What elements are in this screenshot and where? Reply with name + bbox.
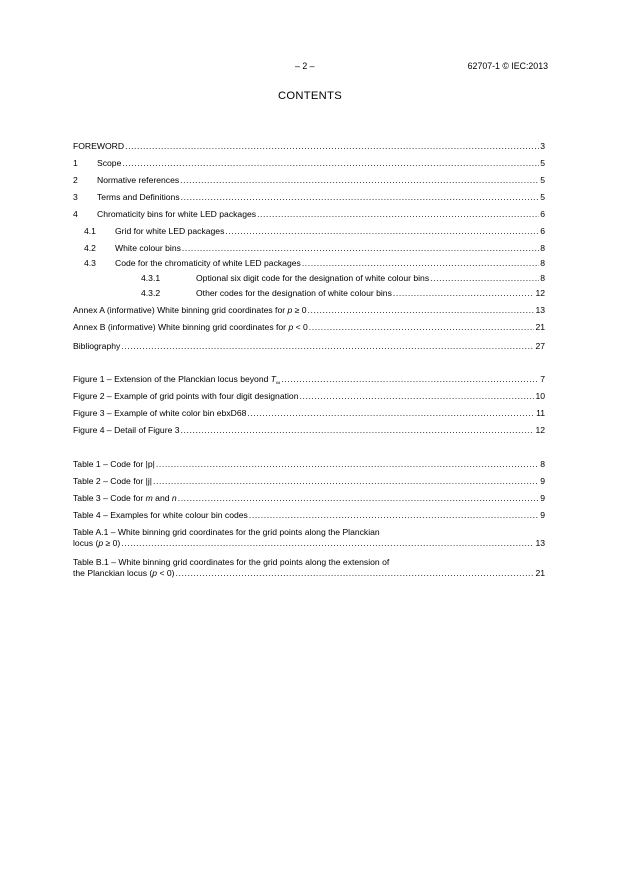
page-header — [0, 61, 620, 73]
table-entry-3[interactable]: Table 3 – Code for m and n ..... 9 — [73, 493, 545, 504]
contents-title: CONTENTS — [278, 90, 342, 102]
toc-entry-chromaticity-bins[interactable]: 4 Chromaticity bins for white LED packages ..... 6 — [73, 209, 545, 220]
table-entry-2[interactable]: Table 2 – Code for |j| ..... 9 — [73, 476, 545, 487]
toc-entry-normative-references[interactable]: 2 Normative references ..... 5 — [73, 175, 545, 186]
toc-entry-white-colour-bins[interactable]: 4.2 White colour bins ..... 8 — [73, 243, 545, 254]
document-identifier: 62707-1 © IEC:2013 — [467, 61, 548, 71]
table-entry-b1[interactable]: Table B.1 – White binning grid coordinates for the grid points along the extension of the Planckian locus (p < 0) ..... 21 — [73, 557, 545, 579]
toc-entry-annex-a[interactable]: Annex A (informative) White binning grid coordinates for p ≥ 0 ..... 13 — [73, 305, 545, 316]
table-entry-a1[interactable]: Table A.1 – White binning grid coordinates for the grid points along the Planckian locus (p ≥ 0) ..... 13 — [73, 527, 545, 549]
toc-entry-other-codes[interactable]: 4.3.2 Other codes for the designation of white colour bins ..... 12 — [73, 288, 545, 299]
toc-entry-terms-definitions[interactable]: 3 Terms and Definitions ..... 5 — [73, 192, 545, 203]
toc-entry-bibliography[interactable]: Bibliography ..... 27 — [73, 341, 545, 352]
toc-entry-six-digit-code[interactable]: 4.3.1 Optional six digit code for the designation of white colour bins ..... 8 — [73, 273, 545, 284]
toc-entry-foreword[interactable]: FOREWORD ..... 3 — [73, 141, 545, 152]
figure-entry-1[interactable]: Figure 1 – Extension of the Planckian locus beyond $T_\infty$ ..... 7 — [73, 374, 545, 385]
toc-entry-scope[interactable]: 1 Scope ..... 5 — [73, 158, 545, 169]
figure-entry-4[interactable]: Figure 4 – Detail of Figure 3 ..... 12 — [73, 425, 545, 436]
page-number: – 2 – — [295, 61, 315, 71]
toc-entry-grid[interactable]: 4.1 Grid for white LED packages ..... 6 — [73, 226, 545, 237]
table-entry-4[interactable]: Table 4 – Examples for white colour bin codes ..... 9 — [73, 510, 545, 521]
toc-entry-annex-b[interactable]: Annex B (informative) White binning grid coordinates for p < 0 ..... 21 — [73, 322, 545, 333]
toc-entry-code-chromaticity[interactable]: 4.3 Code for the chromaticity of white LED packages ..... 8 — [73, 258, 545, 269]
figure-entry-2[interactable]: Figure 2 – Example of grid points with four digit designation ..... 10 — [73, 391, 545, 402]
table-entry-1[interactable]: Table 1 – Code for |p| ..... 8 — [73, 459, 545, 470]
figure-entry-3[interactable]: Figure 3 – Example of white color bin ebxD68 ..... 11 — [73, 408, 545, 419]
